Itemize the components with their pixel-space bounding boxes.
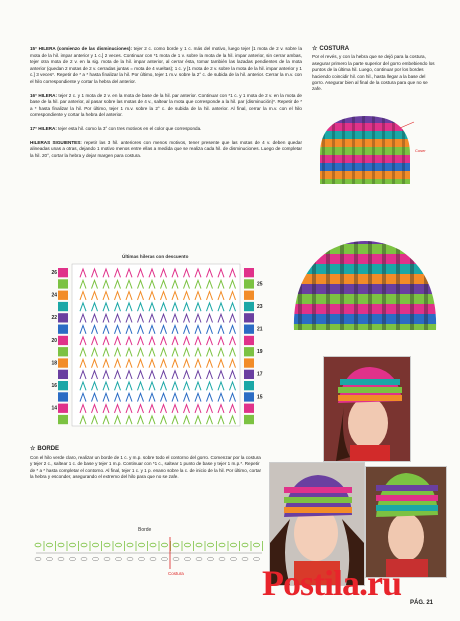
costura-marker-label: Costura <box>168 571 184 576</box>
base-chain <box>173 557 179 561</box>
row-color-swatch <box>58 381 68 390</box>
base-chain <box>254 557 260 561</box>
chain-stitch <box>104 543 110 547</box>
row-number-right: 21 <box>257 326 263 333</box>
row-color-swatch <box>58 370 68 379</box>
row-color-swatch <box>58 404 68 413</box>
chain-stitch <box>58 543 64 547</box>
following-rows-paragraph <box>30 140 302 160</box>
row-color-swatch <box>244 415 254 424</box>
row-color-swatch <box>58 358 68 367</box>
row-15-title: 15° HILERA (comienzo de las disminuciones): <box>30 46 132 51</box>
base-chain <box>185 557 191 561</box>
chain-stitch <box>231 543 237 547</box>
row-16-text: tejer 2 c. y 1 mota de 2 v. en la mota de base de la hil. par anterior. Continuar con *1 c. y 1 mota de 2 v. en la mota de base de la hil. par anterior, al pasar sobre las motas de 4 v., saltear la mota que corresponde a la hil. par (disminución)*. Repetir de * a * hasta finalizar la hil. Por último, tejer 1 m.v. sobre la 2° c. de subida de la hil. anterior. Al final, cerrar la m.v. con el hilo correspondiente y cortar la hebra del anterior. <box>30 92 302 118</box>
chain-stitch <box>208 543 214 547</box>
chain-stitch <box>254 543 260 547</box>
row-color-swatch <box>58 268 68 277</box>
row-color-swatch <box>244 404 254 413</box>
chain-stitch <box>127 543 133 547</box>
borde-diagram-label: Borde <box>138 527 152 533</box>
row-color-swatch <box>58 415 68 424</box>
row-15-paragraph <box>30 46 302 86</box>
row-number-right: 23 <box>257 303 263 310</box>
costura-section <box>312 46 438 93</box>
base-chain <box>162 557 168 561</box>
row-number-left: 14 <box>51 405 57 412</box>
page-number: PÁG. 21 <box>410 600 434 606</box>
hat-coser-label: Coser <box>415 148 426 153</box>
row-color-swatch <box>244 325 254 334</box>
following-rows-title: HILERAS SIGUIENTES: <box>30 139 82 145</box>
star-icon: ☆ <box>30 446 36 452</box>
row-color-swatch <box>58 336 68 345</box>
base-chain <box>70 557 76 561</box>
base-chain <box>127 557 133 561</box>
chain-stitch <box>173 543 179 547</box>
row-16-paragraph <box>30 93 302 119</box>
base-chain <box>116 557 122 561</box>
row-color-swatch <box>244 381 254 390</box>
base-chain <box>81 557 87 561</box>
row-number-right: 17 <box>257 371 263 378</box>
row-color-swatch <box>244 347 254 356</box>
borde-section <box>30 446 262 481</box>
chain-stitch <box>47 543 53 547</box>
model-photo-1 <box>323 356 411 462</box>
row-number-right: 25 <box>257 281 263 288</box>
row-number-left: 22 <box>51 315 57 322</box>
chain-stitch <box>150 543 156 547</box>
base-chain <box>47 557 53 561</box>
chain-stitch <box>162 543 168 547</box>
base-chain <box>150 557 156 561</box>
hat-diagram <box>316 114 414 186</box>
row-color-swatch <box>58 325 68 334</box>
instructions-column <box>30 46 302 166</box>
base-chain <box>219 557 225 561</box>
chain-stitch <box>93 543 99 547</box>
base-chain <box>139 557 145 561</box>
row-color-swatch <box>244 358 254 367</box>
costura-text: Por el revés, y con la hebra que se dejó para la costura, asegurar primero la parte superior del gorro embebiendo los puntos de la última hil. Luego, continuar por los bordes haciendo coincidir hil. con hil., hasta llegar a la base del gorro. Asegurar bien al final de la costura para que no se zafe. <box>312 54 435 92</box>
row-color-swatch <box>244 392 254 401</box>
hat-photo <box>290 230 440 338</box>
base-chain <box>196 557 202 561</box>
chain-stitch <box>219 543 225 547</box>
row-number-left: 26 <box>51 270 57 276</box>
chain-stitch <box>242 543 248 547</box>
star-icon: ☆ <box>312 46 318 52</box>
chain-stitch <box>35 543 41 547</box>
base-chain <box>35 557 41 561</box>
row-color-swatch <box>58 347 68 356</box>
row-color-swatch <box>58 313 68 322</box>
chart-title: Últimas hileras con descuento <box>122 254 189 259</box>
crochet-chart <box>51 252 266 428</box>
row-number-left: 20 <box>51 337 57 344</box>
chain-stitch <box>81 543 87 547</box>
following-rows-text: repetir las 3 hil. anteriores con menos motivos, tener presente que las motas de 4 v. deben quedar alineadas unas a otras, dejando 1 motivo menos entre ellas a medida que se realiza cada hil. de disminuciones. Luego de completar la hil. 20°, cortar la hebra y dejar margen para costura. <box>30 139 303 158</box>
row-17-text: tejer esta hil. como la 3° con tres motivos en el color que corresponda. <box>56 125 202 131</box>
row-number-right: 15 <box>257 394 263 401</box>
row-color-swatch <box>58 279 68 288</box>
row-color-swatch <box>58 302 68 311</box>
base-chain <box>104 557 110 561</box>
row-color-swatch <box>58 392 68 401</box>
row-16-title: 16° HILERA: <box>30 92 57 98</box>
row-color-swatch <box>244 291 254 300</box>
row-color-swatch <box>244 268 254 277</box>
base-chain <box>208 557 214 561</box>
row-color-swatch <box>244 279 254 288</box>
chain-stitch <box>196 543 202 547</box>
chain-stitch <box>139 543 145 547</box>
costura-title: COSTURA <box>319 46 350 52</box>
site-watermark-logo: Postila.ru <box>262 563 401 603</box>
row-color-swatch <box>58 291 68 300</box>
row-number-left: 16 <box>51 383 57 389</box>
row-color-swatch <box>244 370 254 379</box>
row-color-swatch <box>244 313 254 322</box>
borde-title: BORDE <box>37 446 60 452</box>
base-chain <box>93 557 99 561</box>
costura-heading <box>312 46 438 52</box>
borde-heading <box>30 446 262 453</box>
row-number-left: 18 <box>51 360 57 367</box>
borde-diagram <box>30 523 270 583</box>
row-17-paragraph <box>30 126 302 133</box>
row-color-swatch <box>244 302 254 311</box>
row-color-swatch <box>244 336 254 345</box>
borde-text: Con el hilo verde claro, realizar un borde de 1 c. y m.p. sobre todo el contorno del gorro. Comenzar por la costura y tejer 2 c., saltear 1 c. de base y tejer 1 m.p. Continuar con *1 c., saltear 1 punto de base y tejer 1 m.p.*. Repetir de * a * hasta completar el contorno. Al final, tejer 1 c. y 1 p. enano sobre la c. de inicio de la hil. Por último, cortar la hebra y esconder, asegurando el extremo del hilo para que no se zafe. <box>30 454 262 480</box>
chain-stitch <box>116 543 122 547</box>
chain-stitch <box>70 543 76 547</box>
row-15-text: tejer 2 c. como borde y 1 c. más del motivo, luego tejer [1 mota de 2 v. sobre la mota de la hil. impar anterior y 1 c.] 2 veces. Continuar con *1 mota de 1 v. sobre la mota de la hil. impar anterior, sin cerrar ambas, tejer otra mota de 2 v. en la sig. mota de la hil. impar anterior, al cerrar ésta, tomar también las lazadas pendientes de la mota anterior (quedan 2 motas de 2 v. cerradas juntas = mota de 4 vueltas); 1 c. y [1 mota de 2 v. sobre la mota de la hil. impar anterior y 1 c.] 3 veces*. Repetir de * a * hasta finalizar la hil. Por último, tejer 1 m.v. sobre la 2° c. de subida de la hil. anterior. Cerrar la m.v. con el hilo correspondiente y cortar la hebra del anterior. <box>30 46 302 84</box>
row-17-title: 17° HILERA: <box>30 125 57 131</box>
row-number-left: 24 <box>51 292 57 299</box>
row-number-right: 19 <box>257 349 263 356</box>
base-chain <box>58 557 64 561</box>
chain-stitch <box>185 543 191 547</box>
base-chain <box>231 557 237 561</box>
base-chain <box>242 557 248 561</box>
